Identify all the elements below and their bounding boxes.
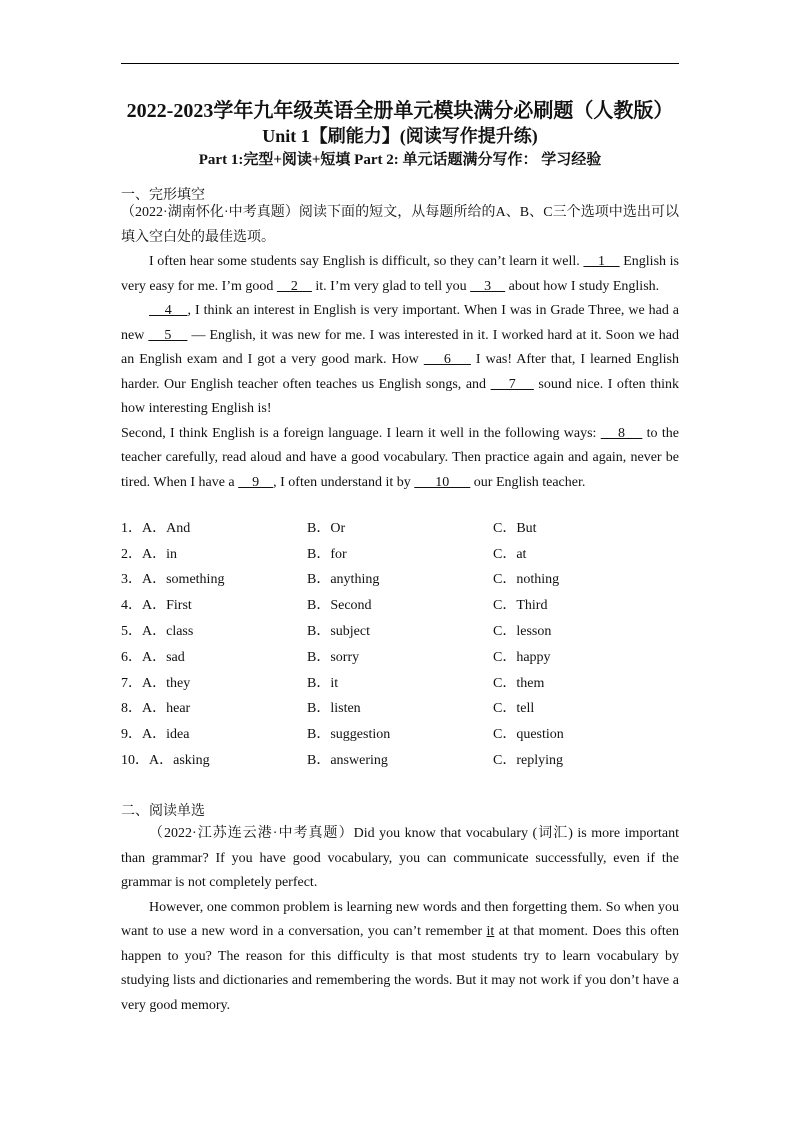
header-rule: [121, 63, 679, 64]
cloze-passage: [121, 201, 679, 495]
option-a: 2．A．in: [121, 546, 177, 562]
text-run: However, one common problem is learning new words and then forgetting them. So when you want to use a new word in a conversation, you can’t remember: [121, 899, 679, 939]
option-b: B．it: [307, 675, 339, 691]
text-run: at that moment. Does this often happen to you? The reason for this difficulty is that most students try to learn vocabulary by studying lists and dictionaries and remembering the words. But it may not work if you don’t have a very good memory.: [121, 924, 680, 1013]
option-b: B．Second: [307, 598, 372, 614]
page-parts-line: Part 1:完型+阅读+短填 Part 2: 单元话题满分写作： 学习经验: [198, 152, 602, 168]
option-a: 9．A．idea: [121, 727, 190, 743]
options-list: [121, 514, 679, 772]
option-c: C．tell: [493, 701, 535, 717]
option-a: 3．A．something: [121, 572, 225, 588]
option-b: B．for: [307, 546, 347, 562]
option-a: 7．A．they: [121, 675, 191, 691]
blank-9: 9: [238, 474, 274, 490]
cloze-intro: （2022·湖南怀化·中考真题）阅读下面的短文，从每题所给的A、B、C三个选项中选出可以填入空白处的最佳选项。: [121, 205, 679, 245]
reading-paragraph-2: [121, 896, 679, 1019]
text-run: I often hear some students say English is difficult, so they can’t learn it well.: [149, 254, 584, 269]
text-run: about how I study English.: [505, 278, 660, 294]
option-row: [121, 746, 679, 772]
option-row: [121, 591, 679, 617]
option-c: C．But: [493, 520, 537, 536]
option-a: 10．A．asking: [121, 753, 210, 769]
option-row: [121, 669, 679, 695]
option-c: C．Third: [493, 598, 548, 614]
blank-5: 5: [148, 327, 188, 343]
reading-paragraph-1: （2022·江苏连云港·中考真题）Did you know that vocabulary (词汇) is more important than grammar? If you have good vocabulary, you can communicate successfully, even if the grammar is not completely perfect.: [121, 826, 679, 890]
option-c: C．at: [493, 546, 527, 562]
option-row: [121, 720, 679, 746]
blank-7: 7: [490, 376, 534, 392]
text-run: English is very easy for me. I’m good: [121, 254, 680, 294]
reading-passage: [121, 822, 679, 1018]
blank-10: 10: [414, 474, 471, 490]
text-run: it. I’m very glad to tell you: [311, 278, 471, 294]
section-heading-cloze: 一、完形填空: [121, 188, 205, 203]
option-c: C．happy: [493, 649, 551, 665]
option-c: C．them: [493, 675, 545, 691]
option-row: [121, 617, 679, 643]
text-run: I was! After that, I learned English harder. Our English teacher often teaches us English songs, and: [121, 352, 680, 392]
option-row: [121, 566, 679, 592]
blank-3: 3: [470, 278, 506, 294]
blank-2: 2: [276, 278, 312, 294]
blank-4: 4: [149, 303, 188, 318]
option-b: B．sorry: [307, 649, 360, 665]
option-c: C．question: [493, 727, 564, 743]
underlined-word: it: [486, 924, 495, 939]
blank-8: 8: [600, 425, 643, 441]
option-a: 8．A．hear: [121, 701, 191, 717]
option-b: B．subject: [307, 624, 370, 640]
cloze-paragraph-2: [121, 299, 679, 422]
text-run: — English, it was new for me. I was interested in it. I worked hard at it. Soon we had an English exam and I got a very good mark. How: [121, 327, 680, 367]
option-a: 1．A．And: [121, 520, 191, 536]
page-title: 2022-2023学年九年级英语全册单元模块满分必刷题（人教版）: [126, 100, 674, 122]
option-row: [121, 514, 679, 540]
text-run: , I often understand it by: [273, 474, 415, 490]
text-run: Second, I think English is a foreign language. I learn it well in the following ways:: [121, 425, 601, 441]
option-a: 5．A．class: [121, 624, 194, 640]
option-a: 4．A．First: [121, 598, 192, 614]
option-a: 6．A．sad: [121, 649, 185, 665]
option-c: C．nothing: [493, 572, 560, 588]
text-run: to the teacher carefully, read aloud and have a good vocabulary. Then practice again and again, never be tired. When I have a: [121, 425, 679, 490]
option-b: B．anything: [307, 572, 380, 588]
blank-1: 1: [583, 254, 620, 269]
cloze-paragraph-1: [121, 250, 679, 299]
option-c: C．lesson: [493, 624, 552, 640]
option-b: B．Or: [307, 520, 346, 536]
text-run: , I think an interest in English is very important. When I was in Grade Three, we had a new: [121, 303, 679, 343]
section-heading-reading: 二、阅读单选: [121, 804, 205, 819]
text-run: our English teacher.: [470, 474, 586, 490]
option-row: [121, 643, 679, 669]
option-b: B．answering: [307, 753, 388, 769]
option-c: C．replying: [493, 753, 563, 769]
option-row: [121, 540, 679, 566]
option-row: [121, 695, 679, 721]
option-b: B．suggestion: [307, 727, 391, 743]
text-run: sound nice. I often think how interesting English is!: [121, 376, 679, 416]
blank-6: 6: [423, 352, 471, 367]
page-subtitle: Unit 1【刷能力】(阅读写作提升练): [262, 126, 538, 146]
option-b: B．listen: [307, 701, 361, 717]
cloze-paragraph-3: [121, 422, 679, 496]
